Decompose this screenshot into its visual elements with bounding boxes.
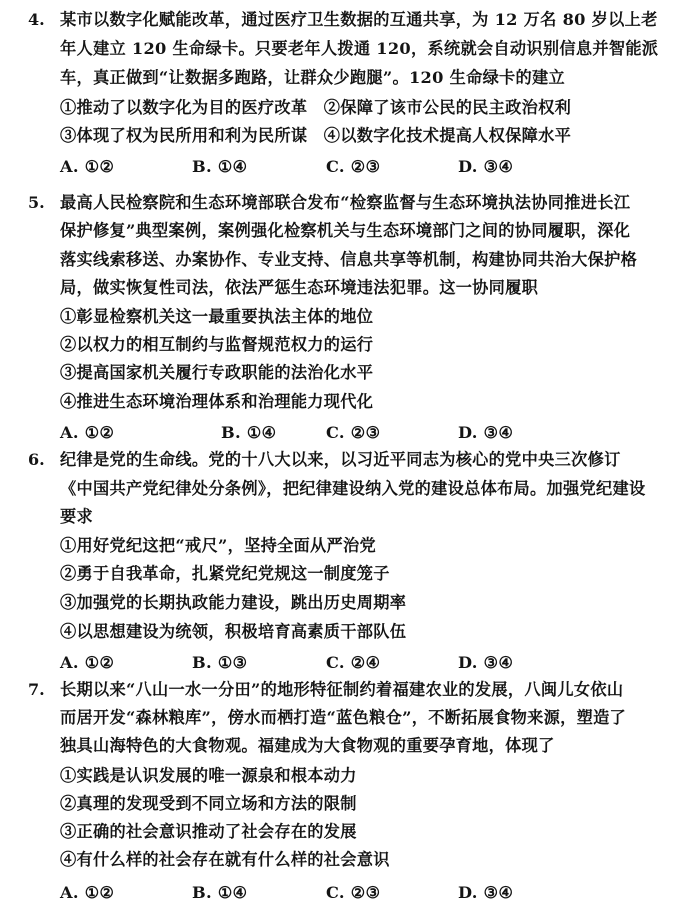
answer-option-b[interactable]: B. ①④ — [221, 423, 277, 442]
answer-option-a[interactable]: A. ①② — [60, 157, 115, 176]
answer-option-c[interactable]: C. ②③ — [326, 157, 381, 176]
statement-line: ②真理的发现受到不同立场和方法的限制 — [60, 794, 357, 813]
statement-line: ③体现了权为民所用和利为民所谋 ④以数字化技术提高人权保障水平 — [60, 126, 572, 145]
statement-line: ①彰显检察机关这一最重要执法主体的地位 — [60, 307, 374, 326]
statement-line: ①实践是认识发展的唯一源泉和根本动力 — [60, 766, 357, 785]
question-stem-line: 车，真正做到“让数据多跑路，让群众少跑腿”。120 生命绿卡的建立 — [60, 68, 566, 87]
statement-line: ②以权力的相互制约与监督规范权力的运行 — [60, 335, 374, 354]
statement-line: ④推进生态环境治理体系和治理能力现代化 — [60, 392, 374, 411]
statement-line: ①用好党纪这把“戒尺”，坚持全面从严治党 — [60, 536, 376, 555]
statement-line: ③正确的社会意识推动了社会存在的发展 — [60, 822, 357, 841]
question-number: 6. — [28, 450, 45, 469]
question-stem-line: 《中国共产党纪律处分条例》，把纪律建设纳入党的建设总体布局。加强党纪建设 — [60, 479, 646, 498]
answer-option-d[interactable]: D. ③④ — [458, 653, 514, 672]
question-stem-line: 某市以数字化赋能改革，通过医疗卫生数据的互通共享，为 12 万名 80 岁以上老 — [60, 10, 658, 29]
question-stem-line: 最高人民检察院和生态环境部联合发布“检察监督与生态环境执法协同推进长江 — [60, 193, 631, 212]
question-number: 7. — [28, 680, 45, 699]
question-stem-line: 长期以来“八山一水一分田”的地形特征制约着福建农业的发展，八闽儿女依山 — [60, 680, 624, 699]
answer-option-a[interactable]: A. ①② — [60, 423, 115, 442]
answer-option-c[interactable]: C. ②③ — [326, 423, 381, 442]
statement-line: ①推动了以数字化为目的医疗改革 ②保障了该市公民的民主政治权利 — [60, 98, 572, 117]
answer-option-c[interactable]: C. ②④ — [326, 653, 381, 672]
question-stem-line: 要求 — [60, 507, 93, 526]
question-stem-line: 局，做实恢复性司法，依法严惩生态环境违法犯罪。这一协同履职 — [60, 278, 539, 297]
question-stem-line: 年人建立 120 生命绿卡。只要老年人拨通 120，系统就会自动识别信息并智能派 — [60, 39, 659, 58]
answer-option-d[interactable]: D. ③④ — [458, 157, 514, 176]
answer-option-a[interactable]: A. ①② — [60, 653, 115, 672]
question-stem-line: 而居开发“森林粮库”，傍水而栖打造“蓝色粮仓”，不断拓展食物来源，塑造了 — [60, 708, 627, 727]
answer-option-d[interactable]: D. ③④ — [458, 883, 514, 902]
answer-option-a[interactable]: A. ①② — [60, 883, 115, 902]
question-stem-line: 保护修复”典型案例，案例强化检察机关与生态环境部门之间的协同履职，深化 — [60, 221, 631, 240]
answer-option-d[interactable]: D. ③④ — [458, 423, 514, 442]
answer-option-c[interactable]: C. ②③ — [326, 883, 381, 902]
statement-line: ④有什么样的社会存在就有什么样的社会意识 — [60, 850, 390, 869]
answer-option-b[interactable]: B. ①④ — [192, 157, 248, 176]
question-number: 5. — [28, 193, 45, 212]
answer-option-b[interactable]: B. ①④ — [192, 883, 248, 902]
statement-line: ④以思想建设为统领，积极培育高素质干部队伍 — [60, 622, 407, 641]
question-number: 4. — [28, 10, 45, 29]
answer-option-b[interactable]: B. ①③ — [192, 653, 248, 672]
statement-line: ③提高国家机关履行专政职能的法治化水平 — [60, 363, 374, 382]
statement-line: ③加强党的长期执政能力建设，跳出历史周期率 — [60, 593, 407, 612]
question-stem-line: 独具山海特色的大食物观。福建成为大食物观的重要孕育地，体现了 — [60, 736, 555, 755]
question-stem-line: 落实线索移送、办案协作、专业支持、信息共享等机制，构建协同共治大保护格 — [60, 250, 638, 269]
question-stem-line: 纪律是党的生命线。党的十八大以来，以习近平同志为核心的党中央三次修订 — [60, 450, 621, 469]
statement-line: ②勇于自我革命，扎紧党纪党规这一制度笼子 — [60, 564, 390, 583]
